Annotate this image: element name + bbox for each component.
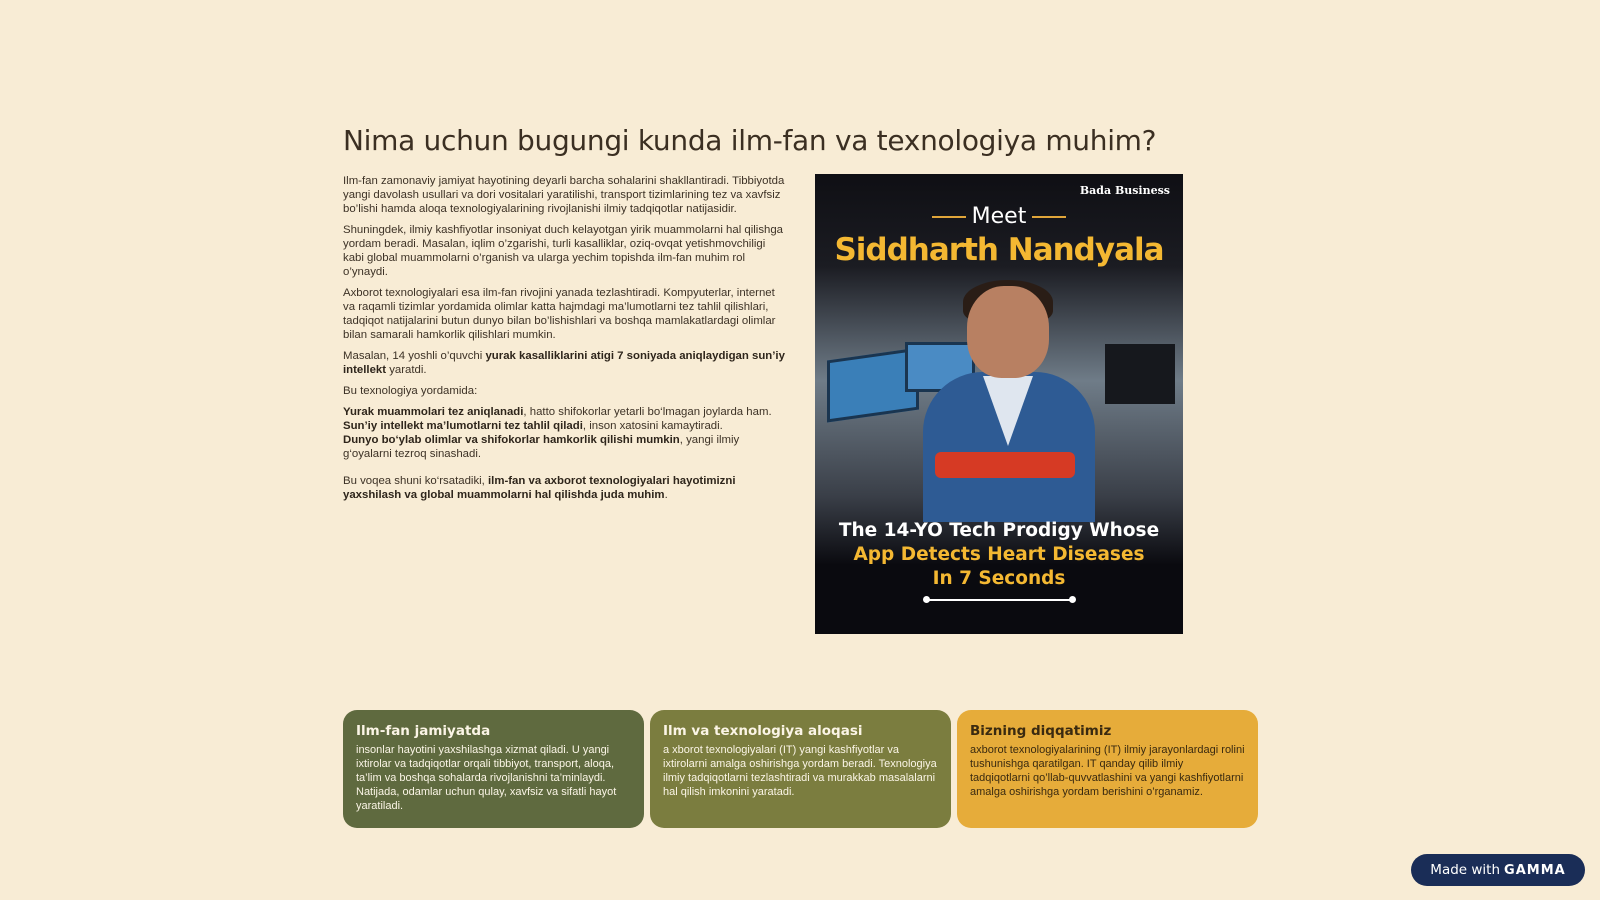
poster-meet: Meet: [815, 204, 1183, 229]
card-science-technology: [650, 710, 951, 828]
benefit-1-text: , hatto shifokorlar yetarli bo‘lmagan joylarda ham.: [523, 406, 772, 418]
poster-image: [815, 174, 1183, 634]
paragraph-4-suffix: yaratdi.: [386, 364, 427, 376]
paragraph-4-prefix: Masalan, 14 yoshli o’quvchi: [343, 350, 486, 362]
poster-brand-logo: Bada Business: [1079, 184, 1170, 197]
benefit-1-bold: Yurak muammolari tez aniqlanadi: [343, 406, 524, 418]
benefit-1: [343, 405, 785, 419]
poster-name: Siddharth Nandyala: [834, 232, 1164, 268]
card-science-society: [343, 710, 644, 828]
poster-divider: [927, 599, 1071, 601]
poster-caption: [815, 519, 1183, 591]
paragraph-2: Shuningdek, ilmiy kashfiyotlar insoniyat duch kelayotgan yirik muammolarni hal qilishga yordam beradi. Masalan, iqlim o’zgarishi, turli kasalliklar, oziq-ovqat yetishmovchiligi kabi global muammolarni o’rganish va ularga yechim topishda ilm-fan muhim rol o’ynaydi.: [343, 224, 784, 278]
poster-caption-line-2: App Detects Heart Diseases: [853, 544, 1145, 565]
card-title: Ilm va texnologiya aloqasi: [663, 723, 863, 739]
card-title: Ilm-fan jamiyatda: [356, 723, 491, 739]
card-text: axborot texnologiyalarining (IT) ilmiy jarayonlardagi rolini tushunishga qaratilgan. IT qanday qilib ilmiy tadqiqotlarni qo’llab-quvvatlashini va yangi kashfiyotlarni amalga oshirishga yordam berishini o’rganamiz.: [970, 744, 1245, 798]
benefit-3-text: , yangi ilmiy g‘oyalarni tezroq sinashadi.: [343, 434, 740, 460]
paragraph-6-prefix: Bu voqea shuni ko‘rsatadiki,: [343, 475, 488, 487]
card-text: a xborot texnologiyalari (IT) yangi kashfiyotlar va ixtirolarni amalga oshirishga yordam beradi. Texnologiya ilmiy tadqiqotlarni tezlashtiradi va murakkab masalalarni hal qilish imkonini yaratadi.: [663, 744, 937, 798]
screen-shape: [1105, 344, 1175, 404]
paragraph-6: [343, 474, 785, 502]
benefit-2-text: , inson xatosini kamaytiradi.: [582, 420, 723, 432]
card-row: [343, 710, 1257, 828]
paragraph-1: Ilm-fan zamonaviy jamiyat hayotining deyarli barcha sohalarini shakllantiradi. Tibbiyotda yangi davolash usullari va dori vositalari yaratilishi, transport tizimlarining tez va xavfsiz bo’lishi hamda aloqa texnologiyalarining rivojlanishi ilmiy tadqiqotlar natijasidir.: [343, 175, 785, 215]
divider-dot-right: [1069, 596, 1076, 603]
slide: [343, 124, 1257, 812]
made-with-gamma-button[interactable]: [1411, 854, 1585, 886]
paragraph-4-bold: yurak kasalliklarini atigi 7 soniyada aniqlaydigan sun’iy intellekt: [343, 350, 785, 376]
body-text: [343, 174, 785, 509]
paragraph-6-bold: ilm-fan va axborot texnologiyalari hayotimizni yaxshilash va global muammolarni hal qilishda juda muhim: [343, 475, 736, 501]
person-head: [967, 286, 1049, 378]
benefit-3: [343, 433, 785, 461]
card-title: Bizning diqqatimiz: [970, 723, 1112, 739]
poster-caption-line-3: In 7 Seconds: [932, 568, 1066, 589]
heart-model: [935, 452, 1075, 478]
card-text: insonlar hayotini yaxshilashga xizmat qiladi. U yangi ixtirolar va tadqiqotlar orqali tibbiyot, transport, aloqa, ta’lim va boshqa sohalarda rivojlanishni ta’minlaydi. Natijada, odamlar uchun qulay, xavfsiz va sifatli hayot yaratiladi.: [356, 744, 617, 812]
benefit-2: [343, 419, 785, 433]
poster-caption-line-1: The 14-YO Tech Prodigy Whose: [838, 520, 1160, 541]
paragraph-5: Bu texnologiya yordamida:: [343, 385, 478, 397]
badge-prefix: Made with: [1430, 862, 1501, 878]
paragraph-3: Axborot texnologiyalari esa ilm-fan rivojini yanada tezlashtiradi. Kompyuterlar, internet va raqamli tizimlar yordamida olimlar katta hajmdagi ma’lumotlarni tez tahlil qilishlari, tadqiqot natijalarini butun dunyo bilan bo’lishishlari va boshqa mamlakatlardagi olimlar bilan samarali hamkorlik qilishlari mumkin.: [343, 287, 776, 341]
benefit-3-bold: Dunyo bo‘ylab olimlar va shifokorlar hamkorlik qilishi mumkin: [343, 434, 680, 446]
page-title: Nima uchun bugungi kunda ilm-fan va texnologiya muhim?: [343, 124, 1157, 157]
paragraph-4: [343, 349, 785, 377]
gamma-logo: GAMMA: [1504, 862, 1566, 878]
benefit-2-bold: Sun’iy intellekt ma’lumotlarni tez tahlil qiladi: [343, 420, 583, 432]
paragraph-6-suffix: .: [664, 489, 668, 501]
card-our-focus: [957, 710, 1258, 828]
poster-photo: [815, 284, 1183, 514]
